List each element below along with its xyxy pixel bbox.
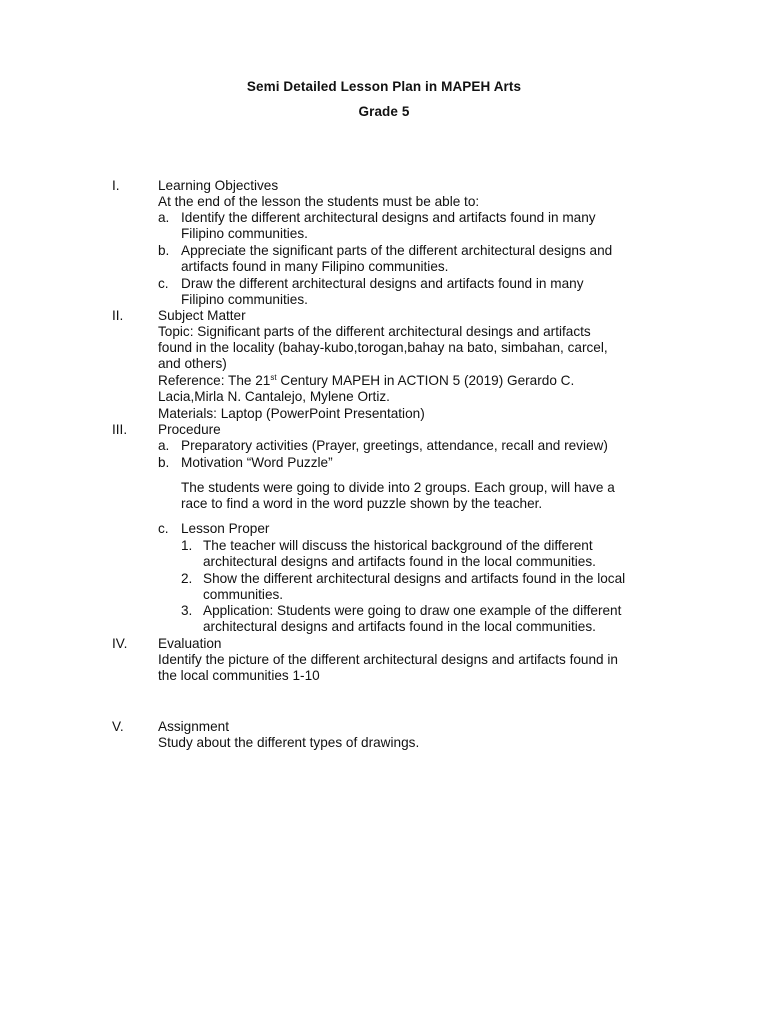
list-marker: c. — [158, 521, 169, 536]
section-heading-assignment: Assignment — [158, 719, 230, 734]
list-marker: a. — [158, 210, 170, 225]
list-marker: b. — [158, 243, 170, 258]
objective-item-text: Appreciate the significant parts of the different architectural designs and — [181, 243, 613, 258]
procedure-item-text: Motivation “Word Puzzle” — [181, 455, 333, 470]
list-marker: c. — [158, 276, 169, 291]
objective-item-text: Filipino communities. — [181, 226, 308, 241]
topic-text: found in the locality (bahay-kubo,torogan,bahay na bato, simbahan, carcel, — [158, 340, 608, 355]
topic-text: Topic: Significant parts of the different architectural desings and artifacts — [158, 324, 591, 339]
step-text: Application: Students were going to draw one example of the different — [203, 603, 622, 618]
step-marker: 2. — [181, 571, 193, 586]
evaluation-text: Identify the picture of the different architectural designs and artifacts found in — [158, 652, 618, 667]
section-number-1: I. — [112, 178, 120, 193]
objectives-intro: At the end of the lesson the students must be able to: — [158, 194, 480, 209]
step-marker: 3. — [181, 603, 193, 618]
materials-text: Materials: Laptop (PowerPoint Presentation) — [158, 406, 425, 421]
grade-heading: Grade 5 — [358, 104, 410, 119]
document-title: Semi Detailed Lesson Plan in MAPEH Arts — [246, 79, 522, 94]
list-marker: b. — [158, 455, 170, 470]
objective-item-text: Draw the different architectural designs and artifacts found in many — [181, 276, 584, 291]
step-text: communities. — [203, 587, 284, 602]
objective-item-text: Identify the different architectural designs and artifacts found in many — [181, 210, 596, 225]
step-marker: 1. — [181, 538, 193, 553]
evaluation-text: the local communities 1-10 — [158, 668, 320, 683]
list-marker: a. — [158, 438, 170, 453]
section-number-2: II. — [112, 308, 124, 323]
section-heading-procedure: Procedure — [158, 422, 221, 437]
section-heading-subject-matter: Subject Matter — [158, 308, 246, 323]
puzzle-description: race to find a word in the word puzzle shown by the teacher. — [181, 496, 543, 511]
objective-item-text: artifacts found in many Filipino communities. — [181, 259, 449, 274]
reference-text: Reference: The 21st Century MAPEH in ACTION 5 (2019) Gerardo C. — [158, 373, 575, 388]
assignment-text: Study about the different types of drawings. — [158, 735, 420, 750]
procedure-item-text: Preparatory activities (Prayer, greetings, attendance, recall and review) — [181, 438, 608, 453]
puzzle-description: The students were going to divide into 2 groups. Each group, will have a — [181, 480, 615, 495]
topic-text: and others) — [158, 356, 227, 371]
step-text: Show the different architectural designs and artifacts found in the local — [203, 571, 626, 586]
reference-text: Lacia,Mirla N. Cantalejo, Mylene Ortiz. — [158, 389, 390, 404]
objective-item-text: Filipino communities. — [181, 292, 308, 307]
section-number-4: IV. — [112, 636, 128, 651]
section-number-3: III. — [112, 422, 128, 437]
section-number-5: V. — [112, 719, 124, 734]
section-heading-evaluation: Evaluation — [158, 636, 222, 651]
step-text: The teacher will discuss the historical background of the different — [203, 538, 593, 553]
step-text: architectural designs and artifacts found in the local communities. — [203, 619, 596, 634]
section-heading-objectives: Learning Objectives — [158, 178, 279, 193]
step-text: architectural designs and artifacts found in the local communities. — [203, 554, 596, 569]
procedure-item-text: Lesson Proper — [181, 521, 270, 536]
